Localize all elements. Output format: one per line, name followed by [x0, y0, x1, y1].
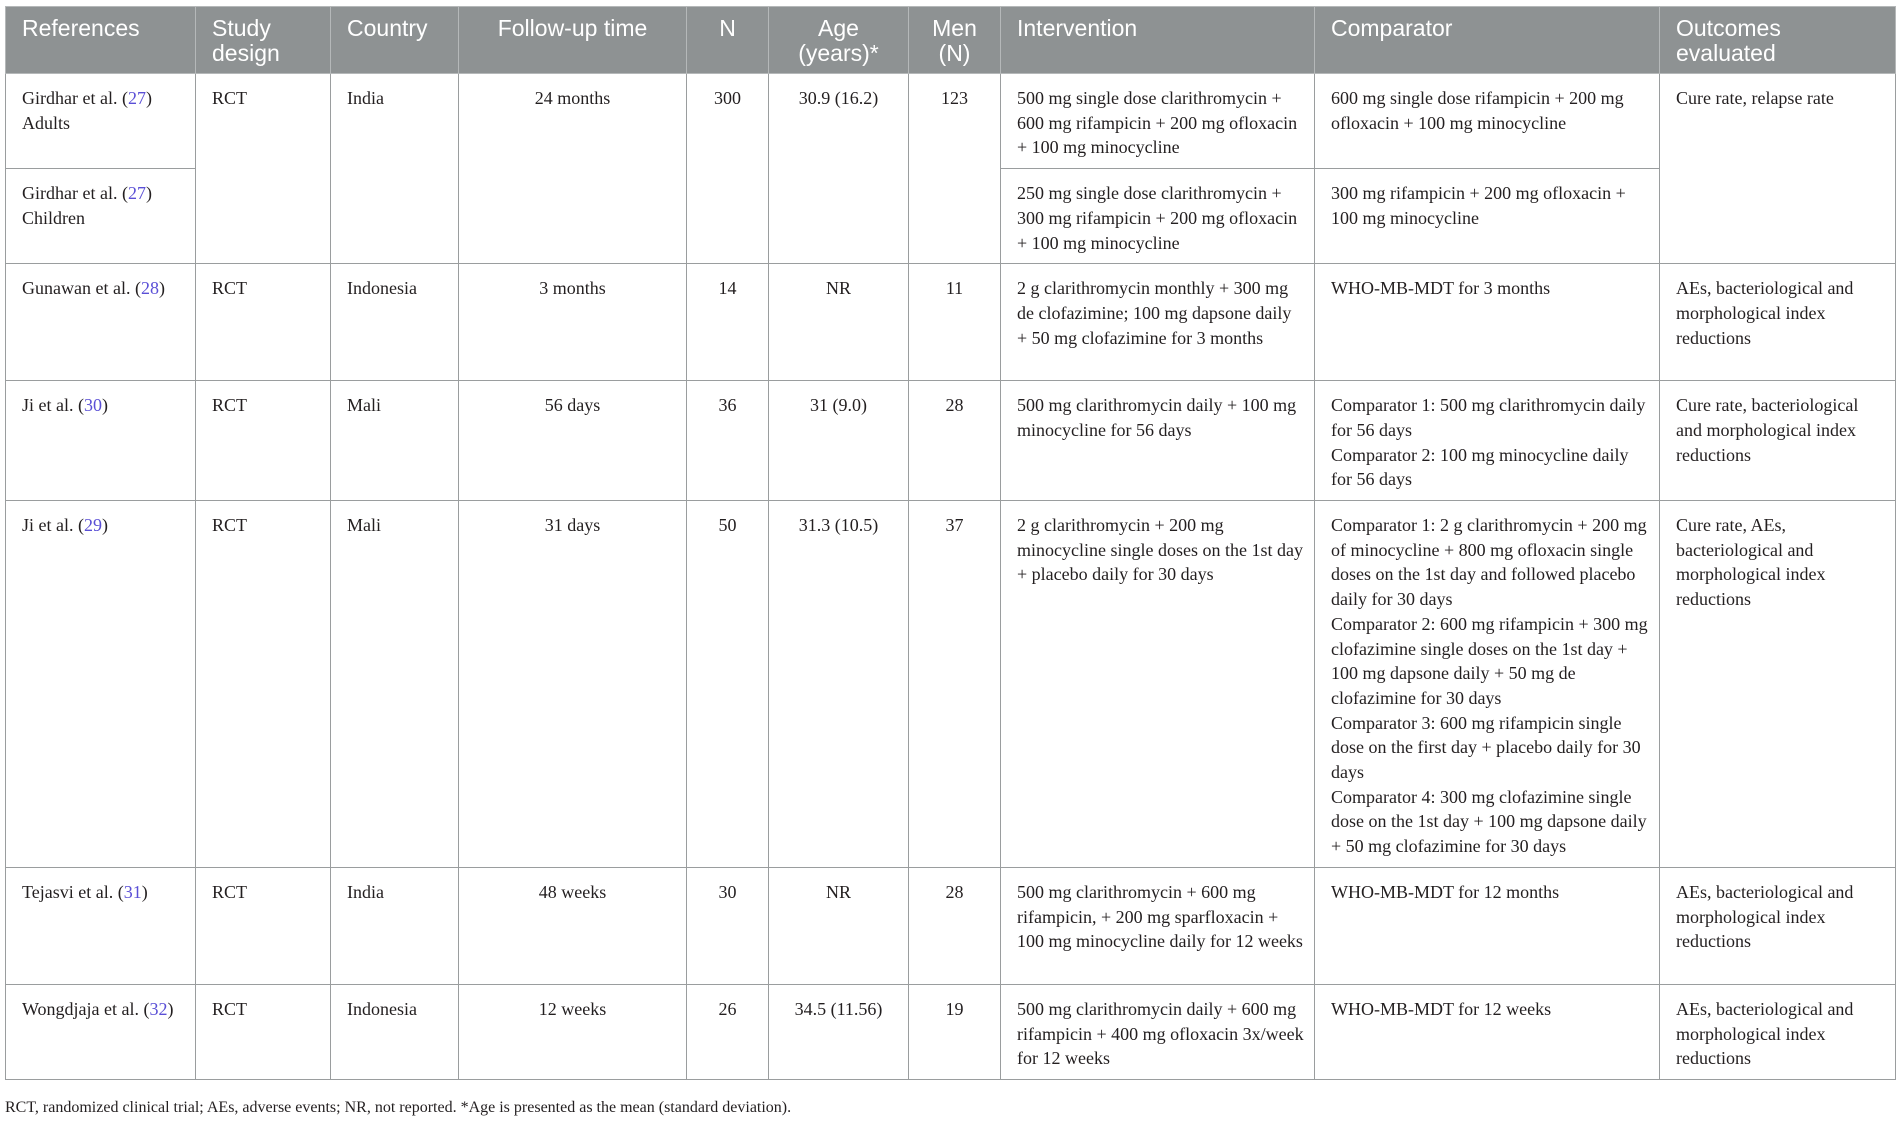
age-cell: NR	[769, 264, 909, 381]
reference-cell	[6, 501, 196, 868]
follow-up-cell: 24 months	[459, 74, 687, 264]
reference-cell	[6, 381, 196, 501]
design-cell: RCT	[196, 984, 331, 1079]
header-comparator: Comparator	[1315, 7, 1660, 74]
reference-text-close: )	[145, 183, 152, 204]
country-cell: India	[331, 74, 459, 264]
age-cell: 31 (9.0)	[769, 381, 909, 501]
follow-up-cell: 56 days	[459, 381, 687, 501]
table-footnote: RCT, randomized clinical trial; AEs, adverse events; NR, not reported. *Age is presented as the mean (standard deviation).	[5, 1099, 792, 1116]
country-cell: Indonesia	[331, 264, 459, 381]
reference-text-close: )	[145, 88, 152, 108]
comparator-cell: 300 mg rifampicin + 200 mg ofloxacin + 100 mg minocycline	[1315, 169, 1660, 264]
n-cell: 50	[687, 501, 769, 868]
intervention-cell: 2 g clarithromycin monthly + 300 mg de clofazimine; 100 mg dapsone daily + 50 mg clofazimine for 3 months	[1001, 264, 1315, 381]
comparator-item: Comparator 4: 300 mg clofazimine single dose on the 1st day + 100 mg dapsone daily + 50 mg clofazimine for 30 days	[1331, 786, 1647, 857]
country-cell: Mali	[331, 501, 459, 868]
country-cell: Mali	[331, 381, 459, 501]
reference-cell	[6, 264, 196, 381]
design-cell: RCT	[196, 381, 331, 501]
reference-text: Tejasvi et al. (	[22, 881, 124, 902]
n-cell: 14	[687, 264, 769, 381]
follow-up-cell: 3 months	[459, 264, 687, 381]
studies-table	[5, 6, 1896, 1080]
age-cell: 34.5 (11.56)	[769, 984, 909, 1079]
header-follow-up: Follow-up time	[459, 7, 687, 74]
country-cell: Indonesia	[331, 984, 459, 1079]
intervention-cell: 500 mg single dose clarithromycin + 600 mg rifampicin + 200 mg ofloxacin + 100 mg minocycline	[1001, 74, 1315, 169]
citation-link[interactable]: 29	[83, 515, 102, 536]
comparator-cell	[1315, 501, 1660, 868]
reference-text: Ji et al. (	[22, 395, 84, 416]
reference-cell	[6, 169, 196, 264]
men-cell: 11	[909, 264, 1001, 381]
comparator-item: Comparator 1: 500 mg clarithromycin daily for 56 days	[1331, 395, 1646, 440]
follow-up-cell: 48 weeks	[459, 867, 687, 984]
follow-up-cell: 31 days	[459, 501, 687, 868]
reference-cell	[6, 867, 196, 984]
design-cell: RCT	[196, 74, 331, 264]
outcomes-cell: AEs, bacteriological and morphological index reductions	[1660, 264, 1896, 381]
reference-text-close: )	[101, 395, 108, 416]
table-row-ji-30	[6, 381, 1896, 501]
header-outcomes-line1: Outcomes	[1676, 15, 1781, 41]
country-cell: India	[331, 867, 459, 984]
n-cell: 30	[687, 867, 769, 984]
men-cell: 19	[909, 984, 1001, 1079]
header-references: References	[6, 7, 196, 74]
men-cell: 28	[909, 381, 1001, 501]
comparator-cell: WHO-MB-MDT for 3 months	[1315, 264, 1660, 381]
reference-text-close: )	[141, 881, 148, 902]
table-row-wongdjaja	[6, 984, 1896, 1079]
intervention-cell: 500 mg clarithromycin daily + 100 mg minocycline for 56 days	[1001, 381, 1315, 501]
intervention-cell: 250 mg single dose clarithromycin + 300 mg rifampicin + 200 mg ofloxacin + 100 mg minocycline	[1001, 169, 1315, 264]
reference-text-close: )	[167, 998, 174, 1019]
reference-subgroup: Adults	[22, 112, 71, 133]
design-cell: RCT	[196, 264, 331, 381]
citation-link[interactable]: 32	[149, 998, 168, 1019]
reference-text-close: )	[158, 278, 165, 299]
header-outcomes-line2: evaluated	[1676, 40, 1776, 66]
men-cell: 37	[909, 501, 1001, 868]
citation-link[interactable]: 27	[127, 183, 146, 204]
design-cell: RCT	[196, 501, 331, 868]
reference-cell	[6, 74, 196, 169]
header-study-design-line2: design	[212, 40, 280, 66]
n-cell: 300	[687, 74, 769, 264]
header-country: Country	[331, 7, 459, 74]
comparator-item: Comparator 3: 600 mg rifampicin single dose on the first day + placebo daily for 30 days	[1331, 712, 1641, 783]
comparator-cell: WHO-MB-MDT for 12 months	[1315, 867, 1660, 984]
reference-cell	[6, 984, 196, 1079]
header-age	[769, 7, 909, 74]
citation-link[interactable]: 27	[127, 88, 146, 108]
reference-text: Wongdjaja et al. (	[22, 998, 150, 1019]
header-n: N	[687, 7, 769, 74]
intervention-cell: 500 mg clarithromycin + 600 mg rifampicin, + 200 mg sparfloxacin + 100 mg minocycline daily for 12 weeks	[1001, 867, 1315, 984]
header-age-line1: Age	[818, 15, 859, 41]
design-cell: RCT	[196, 867, 331, 984]
age-cell: 31.3 (10.5)	[769, 501, 909, 868]
table-row-tejasvi	[6, 867, 1896, 984]
reference-text: Girdhar et al. (	[22, 88, 128, 108]
table-row-ji-29	[6, 501, 1896, 868]
comparator-cell: WHO-MB-MDT for 12 weeks	[1315, 984, 1660, 1079]
comparator-cell	[1315, 381, 1660, 501]
outcomes-cell: Cure rate, AEs, bacteriological and morphological index reductions	[1660, 501, 1896, 868]
men-cell: 28	[909, 867, 1001, 984]
reference-text: Ji et al. (	[22, 515, 84, 536]
comparator-cell: 600 mg single dose rifampicin + 200 mg ofloxacin + 100 mg minocycline	[1315, 74, 1660, 169]
header-men-line2: (N)	[938, 40, 971, 66]
comparator-item: Comparator 2: 600 mg rifampicin + 300 mg clofazimine single doses on the 1st day + 100 mg dapsone daily + 50 mg de clofazimine for 30 days	[1331, 613, 1648, 708]
outcomes-cell: AEs, bacteriological and morphological index reductions	[1660, 867, 1896, 984]
citation-link[interactable]: 31	[123, 881, 142, 902]
header-outcomes	[1660, 7, 1896, 74]
comparator-item: Comparator 2: 100 mg minocycline daily for 56 days	[1331, 444, 1629, 490]
comparator-item: Comparator 1: 2 g clarithromycin + 200 mg of minocycline + 800 mg ofloxacin single doses on the 1st day and followed placebo daily for 30 days	[1331, 515, 1647, 610]
intervention-cell: 500 mg clarithromycin daily + 600 mg rifampicin + 400 mg ofloxacin 3x/week for 12 weeks	[1001, 984, 1315, 1079]
n-cell: 36	[687, 381, 769, 501]
header-age-line2: (years)*	[798, 40, 879, 66]
reference-text: Gunawan et al. (	[22, 278, 141, 299]
citation-link[interactable]: 30	[83, 395, 102, 416]
table-container	[5, 6, 1895, 1080]
outcomes-cell: AEs, bacteriological and morphological index reductions	[1660, 984, 1896, 1079]
header-men-line1: Men	[932, 15, 977, 41]
follow-up-cell: 12 weeks	[459, 984, 687, 1079]
citation-link[interactable]: 28	[140, 278, 159, 299]
age-cell: NR	[769, 867, 909, 984]
header-row	[6, 7, 1896, 74]
header-intervention: Intervention	[1001, 7, 1315, 74]
reference-subgroup: Children	[22, 207, 85, 228]
header-men	[909, 7, 1001, 74]
table-row-gunawan	[6, 264, 1896, 381]
reference-text-close: )	[101, 515, 108, 536]
header-study-design	[196, 7, 331, 74]
age-cell: 30.9 (16.2)	[769, 74, 909, 264]
table-row-girdhar-adults	[6, 74, 1896, 169]
header-study-design-line1: Study	[212, 15, 271, 41]
outcomes-cell: Cure rate, bacteriological and morphological index reductions	[1660, 381, 1896, 501]
men-cell: 123	[909, 74, 1001, 264]
reference-text: Girdhar et al. (	[22, 183, 128, 204]
n-cell: 26	[687, 984, 769, 1079]
intervention-cell: 2 g clarithromycin + 200 mg minocycline single doses on the 1st day + placebo daily for 30 days	[1001, 501, 1315, 868]
outcomes-cell: Cure rate, relapse rate	[1660, 74, 1896, 264]
